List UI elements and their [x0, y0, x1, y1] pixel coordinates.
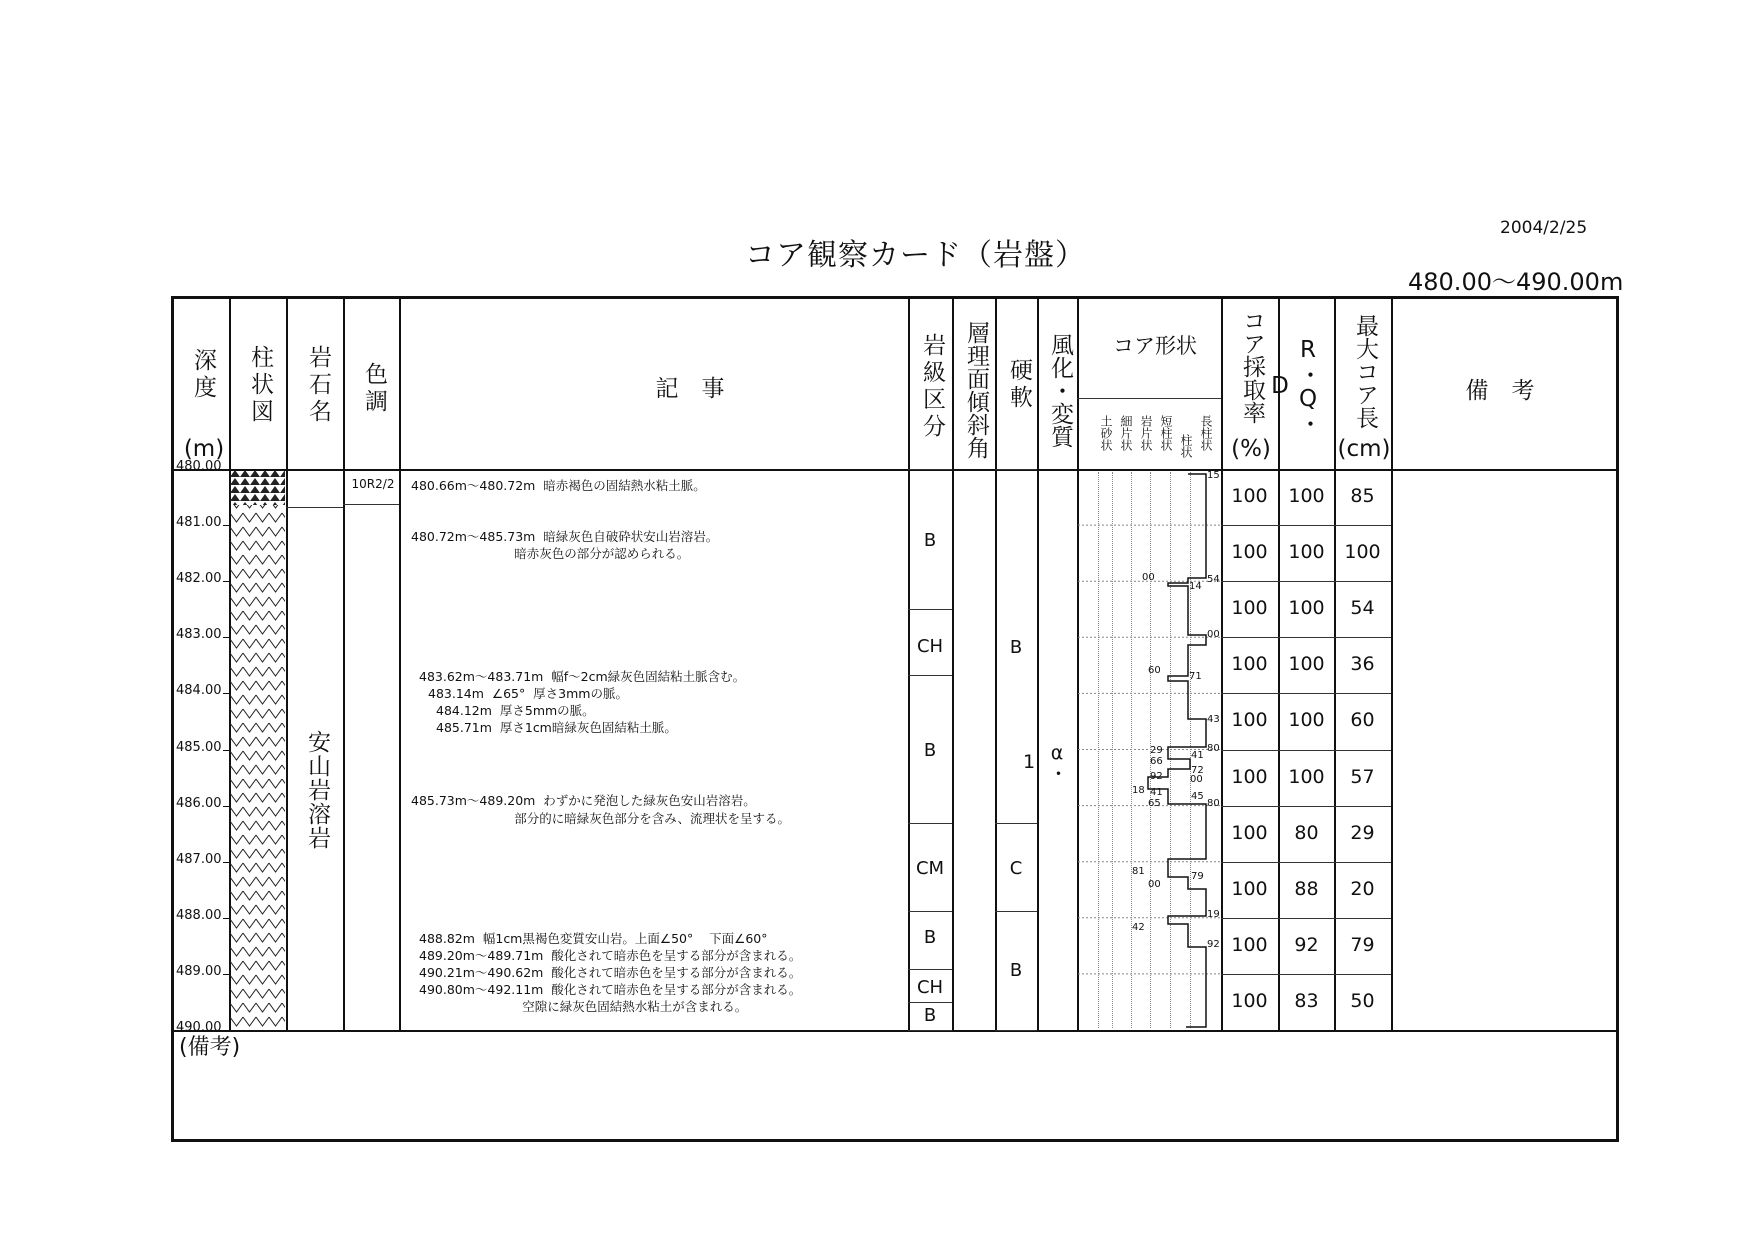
metric-recovery: 100: [1231, 485, 1268, 507]
metric-rqd: 92: [1294, 933, 1319, 956]
depth-label: 486.00: [176, 795, 222, 811]
header-description: 記 事: [655, 376, 725, 402]
metric-max-core: 79: [1350, 933, 1375, 956]
hardness-divider: [995, 911, 1037, 912]
core-value-label: 00: [1207, 629, 1220, 640]
depth-tick: [223, 581, 229, 582]
shape-type-label: 細片状: [1119, 415, 1133, 451]
description-line: 490.80m〜492.11m 酸化されて暗赤色を呈する部分が含まれる。: [419, 982, 802, 997]
metrics-row-divider: [1221, 974, 1391, 975]
metric-recovery: 100: [1231, 541, 1268, 564]
description-line: 483.62m〜483.71m 幅f〜2cm緑灰色固結粘土脈含む。: [419, 669, 746, 684]
column-divider: [1391, 298, 1393, 1030]
core-value-label: 43: [1207, 714, 1220, 725]
shape-type-label: 土砂状: [1099, 415, 1113, 451]
core-value-label: 15: [1207, 470, 1220, 481]
description-line: 483.14m ∠65° 厚さ3mmの脈。: [428, 686, 628, 701]
depth-label: 489.00: [176, 963, 222, 979]
hardness-divider: [995, 823, 1037, 824]
core-value-label: 41: [1191, 750, 1204, 761]
header-max-core: 最大コア長: [1352, 313, 1378, 429]
depth-label: 483.00: [176, 627, 222, 643]
description-line: 空隙に緑灰色固結熱水粘土が含まれる。: [419, 999, 748, 1014]
metric-recovery: 100: [1231, 877, 1268, 900]
color-divider: [343, 504, 399, 505]
color-code: 10R2/2: [351, 477, 395, 491]
metrics-row-divider: [1221, 693, 1391, 694]
core-value-label: 14: [1189, 581, 1202, 592]
metric-recovery: 100: [1231, 709, 1268, 732]
header-hardness: 硬軟: [1006, 358, 1032, 412]
rock-name: 安山岩溶岩: [304, 730, 330, 850]
depth-range: 480.00〜490.00m: [1408, 268, 1624, 296]
core-value-label: 00: [1190, 774, 1203, 785]
header-column-log: 柱状図: [247, 344, 273, 426]
description-line: 490.21m〜490.62m 酸化されて暗赤色を呈する部分が含まれる。: [419, 965, 802, 980]
header-rqd: R・Q・D: [1267, 337, 1321, 435]
description-line: 488.82m 幅1cm黒褐色変質安山岩。上面∠50° 下面∠60°: [419, 931, 768, 946]
description-line: 480.66m〜480.72m 暗赤褐色の固結熱水粘土脈。: [411, 478, 706, 493]
header-bedding-dip: 層理面傾斜角: [963, 321, 989, 459]
metric-recovery: 100: [1231, 765, 1268, 788]
core-value-label: 00: [1142, 572, 1155, 583]
core-value-label: 80: [1207, 798, 1220, 809]
column-log-pattern: [230, 469, 285, 1030]
depth-label: 490.00: [176, 1020, 222, 1035]
core-value-label: 65: [1148, 798, 1161, 809]
metric-rqd: 100: [1288, 765, 1325, 788]
metrics-row-divider: [1221, 806, 1391, 807]
metric-max-core: 36: [1350, 653, 1375, 676]
depth-label: 488.00: [176, 907, 222, 923]
core-value-label: 29: [1150, 745, 1163, 756]
column-divider: [286, 298, 288, 1030]
rock-class-divider: [908, 823, 952, 824]
metric-recovery: 100: [1231, 821, 1268, 844]
metric-max-core: 20: [1350, 877, 1375, 900]
description-line: 485.71m 厚さ1cm暗緑灰色固結粘土脈。: [436, 720, 677, 735]
core-value-label: 72: [1191, 765, 1204, 776]
header-max-core-unit: (cm): [1337, 436, 1391, 462]
column-divider: [1037, 298, 1039, 1030]
metric-recovery: 100: [1231, 933, 1268, 956]
metric-recovery: 100: [1231, 989, 1268, 1012]
depth-tick: [223, 693, 229, 694]
core-value-label: 00: [1148, 879, 1161, 890]
description-line: 485.73m〜489.20m わずかに発泡した緑灰色安山岩溶岩。: [411, 793, 756, 808]
description-line: 484.12m 厚さ5mmの脈。: [436, 703, 595, 718]
depth-label: 484.00: [176, 683, 222, 699]
rock-class-divider: [908, 469, 952, 470]
header-recovery: コア採取率: [1239, 308, 1265, 424]
core-value-label: 79: [1191, 871, 1204, 882]
depth-tick: [223, 918, 229, 919]
metrics-row-divider: [1221, 918, 1391, 919]
metric-max-core: 100: [1344, 541, 1381, 564]
rock-class-value: CH: [916, 977, 944, 998]
metric-max-core: 54: [1350, 597, 1375, 620]
core-value-label: 92: [1207, 939, 1220, 950]
header-remarks: 備 考: [1465, 378, 1535, 404]
metric-rqd: 100: [1288, 485, 1325, 507]
core-value-label: 71: [1189, 671, 1202, 682]
metric-max-core: 60: [1350, 709, 1375, 732]
rock-class-divider: [908, 969, 952, 970]
column-divider: [399, 298, 401, 1030]
metric-rqd: 100: [1288, 597, 1325, 620]
rock-class-value: CH: [916, 636, 944, 657]
metric-max-core: 50: [1350, 989, 1375, 1012]
metric-max-core: 85: [1350, 485, 1375, 507]
header-row-divider: [173, 469, 1617, 471]
rock-name-divider: [286, 507, 343, 508]
depth-tick: [223, 806, 229, 807]
depth-tick: [223, 974, 229, 975]
depth-label: 487.00: [176, 851, 222, 867]
rock-class-divider: [908, 675, 952, 676]
log-table: [171, 296, 1619, 1142]
core-value-label: 41: [1150, 787, 1163, 798]
hardness-divider: [995, 1030, 1037, 1031]
core-value-label: 54: [1207, 574, 1220, 585]
card-title: コア観察カード（岩盤）: [745, 238, 1086, 273]
metric-rqd: 88: [1294, 877, 1319, 900]
core-shape-chart: [1078, 469, 1221, 1030]
depth-tick: [223, 525, 229, 526]
column-divider: [952, 298, 954, 1030]
weathering-value: α・1: [1018, 741, 1068, 783]
metric-rqd: 83: [1294, 989, 1319, 1012]
metric-rqd: 100: [1288, 653, 1325, 676]
rock-class-divider: [908, 1030, 952, 1031]
core-value-label: 81: [1132, 866, 1145, 877]
depth-tick: [223, 637, 229, 638]
metrics-row-divider: [1221, 581, 1391, 582]
column-divider: [995, 298, 997, 1030]
depth-label: 481.00: [176, 515, 222, 531]
column-divider: [908, 298, 910, 1030]
depth-label: 485.00: [176, 739, 222, 755]
core-value-label: 45: [1191, 791, 1204, 802]
metrics-row-divider: [1221, 637, 1391, 638]
metrics-row-divider: [1221, 525, 1391, 526]
metric-recovery: 100: [1231, 597, 1268, 620]
core-value-label: 80: [1207, 743, 1220, 754]
notes-divider: [173, 1030, 1617, 1032]
rock-class-value: CM: [915, 858, 945, 879]
header-recovery-unit: (%): [1231, 436, 1271, 462]
core-value-label: 19: [1207, 909, 1220, 920]
description-line: 暗赤灰色の部分が認められる。: [411, 546, 690, 561]
depth-tick: [223, 750, 229, 751]
description-line: 489.20m〜489.71m 酸化されて暗赤色を呈する部分が含まれる。: [419, 948, 802, 963]
metric-recovery: 100: [1231, 653, 1268, 676]
hardness-value: B: [1009, 960, 1023, 981]
metric-max-core: 29: [1350, 821, 1375, 844]
hardness-value: C: [1009, 858, 1023, 879]
header-core-shape: コア形状: [1113, 334, 1197, 358]
rock-class-value: B: [923, 1005, 937, 1026]
rock-class-value: B: [923, 530, 937, 551]
hardness-divider: [995, 469, 1037, 470]
metric-rqd: 100: [1288, 541, 1325, 564]
depth-label: 482.00: [176, 571, 222, 587]
shape-type-label: 長柱状: [1199, 415, 1213, 451]
depth-tick: [223, 469, 229, 470]
shape-type-label: 岩片状: [1139, 415, 1153, 451]
header-depth: 深度: [190, 348, 216, 402]
depth-tick: [223, 862, 229, 863]
core-shape-subheader-divider: [1077, 398, 1221, 399]
core-value-label: 42: [1132, 922, 1145, 933]
metric-max-core: 57: [1350, 765, 1375, 788]
notes-label: (備考): [179, 1035, 241, 1060]
header-color-tone: 色調: [361, 362, 387, 416]
shape-type-label: 柱状: [1179, 434, 1193, 458]
metrics-row-divider: [1221, 750, 1391, 751]
rock-class-divider: [908, 1002, 952, 1003]
depth-label: 480.00: [176, 459, 222, 474]
rock-class-value: B: [923, 740, 937, 761]
column-divider: [343, 298, 345, 1030]
rock-class-divider: [908, 609, 952, 610]
rock-class-value: B: [923, 927, 937, 948]
core-value-label: 92: [1150, 771, 1163, 782]
rock-class-divider: [908, 911, 952, 912]
date-label: 2004/2/25: [1500, 218, 1588, 238]
metric-rqd: 100: [1288, 709, 1325, 732]
description-line: 部分的に暗緑灰色部分を含み、流理状を呈する。: [411, 811, 791, 826]
shape-type-label: 短柱状: [1159, 415, 1173, 451]
header-weathering: 風化・変質: [1047, 332, 1073, 448]
description-line: 480.72m〜485.73m 暗緑灰色自破砕状安山岩溶岩。: [411, 529, 719, 544]
metric-rqd: 80: [1294, 821, 1319, 844]
core-value-label: 66: [1150, 756, 1163, 767]
header-rock-name: 岩石名: [305, 344, 331, 426]
header-rock-class: 岩級区分: [919, 333, 945, 441]
hardness-value: B: [1009, 637, 1023, 658]
core-value-label: 18: [1132, 785, 1145, 796]
core-value-label: 60: [1148, 665, 1161, 676]
header-depth-unit: (m): [183, 436, 225, 462]
metrics-row-divider: [1221, 862, 1391, 863]
